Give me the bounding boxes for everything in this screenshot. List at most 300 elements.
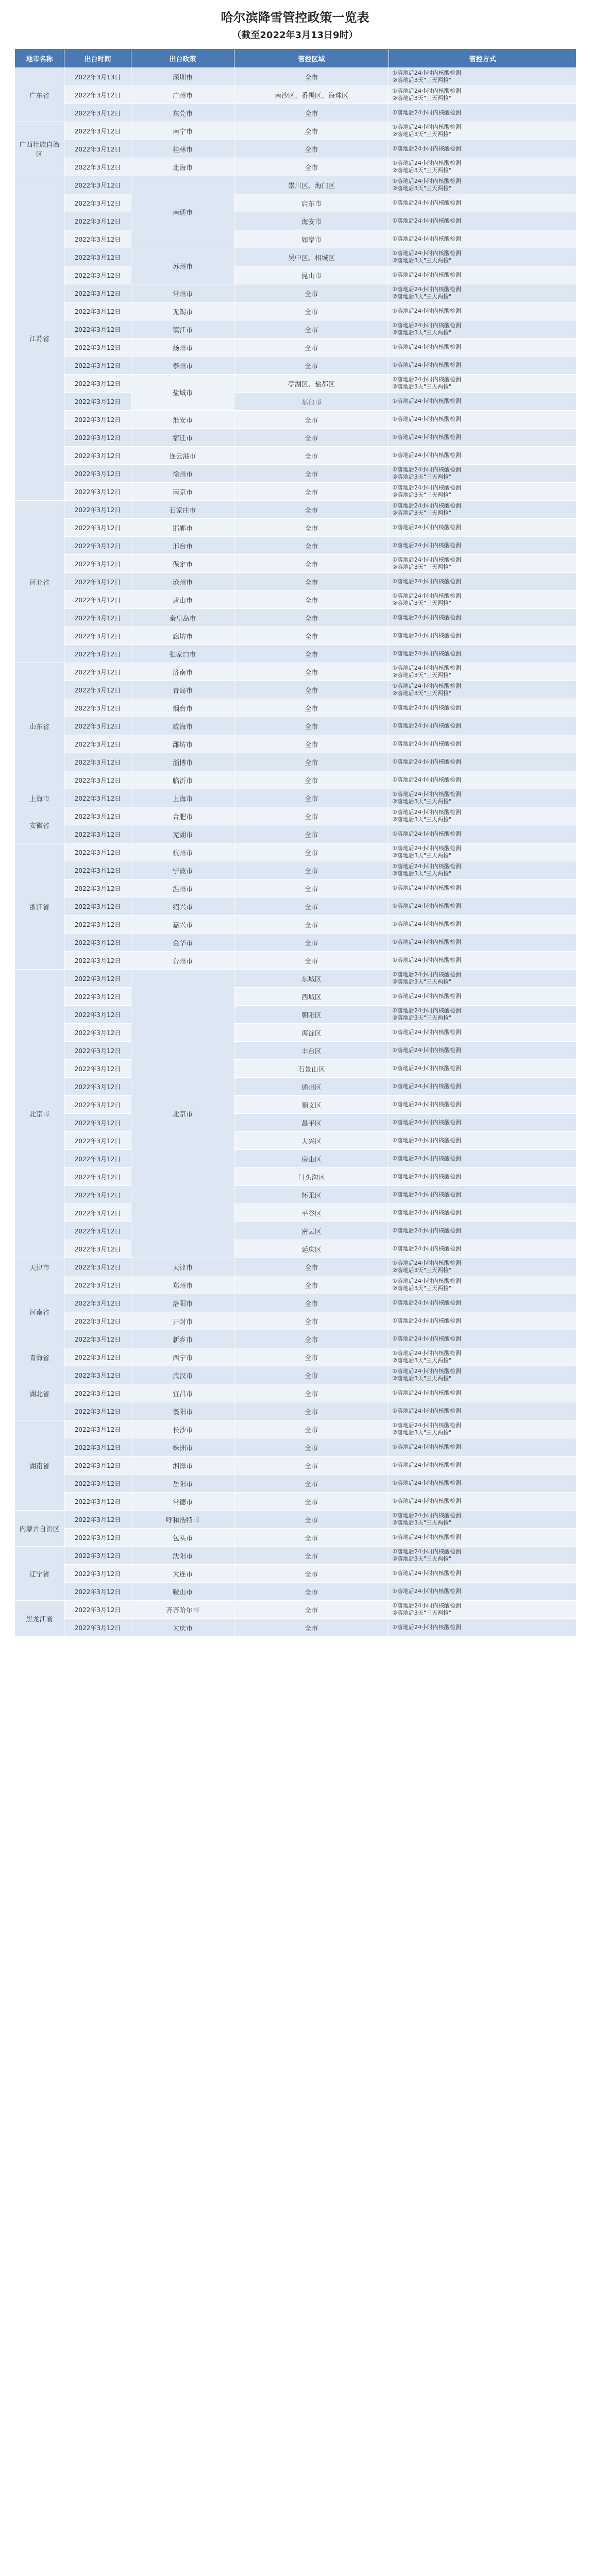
date-cell: 2022年3月12日 <box>64 284 131 302</box>
rule-cell: ①落地后24小时内核酸检测 ②落地后3天"三天两检" <box>389 663 577 681</box>
table-row <box>15 699 577 717</box>
rule-cell: ①落地后24小时内核酸检测 <box>389 1583 577 1601</box>
date-cell: 2022年3月12日 <box>64 194 131 212</box>
date-cell: 2022年3月12日 <box>64 1456 131 1475</box>
area-cell: 通州区 <box>234 1078 389 1096</box>
table-row <box>15 1024 577 1042</box>
table-row <box>15 1006 577 1024</box>
city-cell: 沧州市 <box>131 573 234 591</box>
rule-cell: ①落地后24小时内核酸检测 ②落地后3天"三天两检" <box>389 248 577 266</box>
table-row <box>15 357 577 375</box>
area-cell: 房山区 <box>234 1150 389 1168</box>
table-row <box>15 753 577 771</box>
rule-cell: ①落地后24小时内核酸检测 <box>389 771 577 789</box>
table-row <box>15 284 577 302</box>
area-cell: 全市 <box>234 1276 389 1294</box>
page-subtitle: （截至2022年3月13日9时） <box>232 30 358 41</box>
date-cell: 2022年3月12日 <box>64 176 131 194</box>
city-cell: 潍坊市 <box>131 735 234 753</box>
table-row <box>15 1438 577 1456</box>
table-row <box>15 537 577 555</box>
date-cell: 2022年3月12日 <box>64 447 131 465</box>
date-cell: 2022年3月12日 <box>64 753 131 771</box>
table-row <box>15 411 577 429</box>
rule-cell: ①落地后24小时内核酸检测 ②落地后3天"三天两检" <box>389 1366 577 1384</box>
date-cell: 2022年3月12日 <box>64 1276 131 1294</box>
rule-cell: ①落地后24小时内核酸检测 <box>389 753 577 771</box>
rule-cell: ①落地后24小时内核酸检测 <box>389 1312 577 1330</box>
city-cell: 常德市 <box>131 1493 234 1511</box>
table-row <box>15 1042 577 1060</box>
area-cell: 全市 <box>234 573 389 591</box>
rule-cell: ①落地后24小时内核酸检测 <box>389 1529 577 1547</box>
city-cell: 保定市 <box>131 555 234 573</box>
city-cell: 东莞市 <box>131 104 234 122</box>
table-row <box>15 501 577 519</box>
table-row <box>15 429 577 447</box>
area-cell: 全市 <box>234 357 389 375</box>
area-cell: 全市 <box>234 1312 389 1330</box>
table-row <box>15 68 577 86</box>
city-cell: 宜昌市 <box>131 1384 234 1402</box>
city-cell: 常州市 <box>131 284 234 302</box>
province-cell: 河北省 <box>15 501 64 663</box>
rule-cell: ①落地后24小时内核酸检测 ②落地后3天"三天两检" <box>389 970 577 988</box>
date-cell: 2022年3月12日 <box>64 1438 131 1456</box>
area-cell: 西城区 <box>234 988 389 1006</box>
table-header-row <box>15 49 577 68</box>
area-cell: 全市 <box>234 338 389 357</box>
date-cell: 2022年3月12日 <box>64 212 131 230</box>
area-cell: 全市 <box>234 158 389 176</box>
province-cell: 江苏省 <box>15 176 64 501</box>
table-row <box>15 879 577 897</box>
rule-cell: ①落地后24小时内核酸检测 <box>389 879 577 897</box>
area-cell: 延庆区 <box>234 1240 389 1258</box>
area-cell: 全市 <box>234 843 389 861</box>
city-cell: 镇江市 <box>131 320 234 338</box>
city-cell: 无锡市 <box>131 302 234 320</box>
date-cell: 2022年3月12日 <box>64 591 131 609</box>
date-cell: 2022年3月12日 <box>64 104 131 122</box>
rule-cell: ①落地后24小时内核酸检测 <box>389 537 577 555</box>
date-cell: 2022年3月12日 <box>64 897 131 916</box>
date-cell: 2022年3月12日 <box>64 411 131 429</box>
city-cell: 青岛市 <box>131 681 234 699</box>
date-cell: 2022年3月12日 <box>64 627 131 645</box>
rule-cell: ①落地后24小时内核酸检测 <box>389 447 577 465</box>
area-cell: 全市 <box>234 1330 389 1348</box>
rule-cell: ①落地后24小时内核酸检测 ②落地后3天"三天两检" <box>389 86 577 104</box>
area-cell: 全市 <box>234 501 389 519</box>
city-cell: 湘潭市 <box>131 1456 234 1475</box>
date-cell: 2022年3月12日 <box>64 1294 131 1312</box>
city-cell: 徐州市 <box>131 465 234 483</box>
area-cell: 全市 <box>234 1384 389 1402</box>
city-cell: 张家口市 <box>131 645 234 663</box>
rule-cell: ①落地后24小时内核酸检测 <box>389 645 577 663</box>
rule-cell: ①落地后24小时内核酸检测 <box>389 212 577 230</box>
rule-cell: ①落地后24小时内核酸检测 <box>389 230 577 248</box>
city-cell: 南京市 <box>131 483 234 501</box>
province-cell: 安徽省 <box>15 807 64 843</box>
rule-cell: ①落地后24小时内核酸检测 ②落地后3天"三天两检" <box>389 1511 577 1529</box>
area-cell: 全市 <box>234 1565 389 1583</box>
date-cell: 2022年3月12日 <box>64 1258 131 1276</box>
table-row <box>15 1384 577 1402</box>
area-cell: 全市 <box>234 537 389 555</box>
rule-cell: ①落地后24小时内核酸检测 <box>389 699 577 717</box>
header-province: 地市名称 <box>15 49 64 68</box>
date-cell: 2022年3月12日 <box>64 122 131 140</box>
date-cell: 2022年3月12日 <box>64 717 131 735</box>
area-cell: 全市 <box>234 1402 389 1420</box>
table-row <box>15 1475 577 1493</box>
area-cell: 全市 <box>234 1366 389 1384</box>
area-cell: 全市 <box>234 699 389 717</box>
table-row <box>15 771 577 789</box>
rule-cell: ①落地后24小时内核酸检测 ②落地后3天"三天两检" <box>389 158 577 176</box>
rule-cell: ①落地后24小时内核酸检测 <box>389 573 577 591</box>
city-cell: 南宁市 <box>131 122 234 140</box>
table-row <box>15 1150 577 1168</box>
city-cell: 广州市 <box>131 86 234 104</box>
table-row <box>15 970 577 988</box>
area-cell: 全市 <box>234 934 389 952</box>
province-cell: 湖北省 <box>15 1366 64 1420</box>
rule-cell: ①落地后24小时内核酸检测 ②落地后3天"三天两检" <box>389 1547 577 1565</box>
area-cell: 全市 <box>234 879 389 897</box>
province-cell: 湖南省 <box>15 1420 64 1511</box>
table-row <box>15 375 577 393</box>
date-cell: 2022年3月12日 <box>64 1132 131 1150</box>
city-cell: 临沂市 <box>131 771 234 789</box>
rule-cell: ①落地后24小时内核酸检测 <box>389 1096 577 1114</box>
date-cell: 2022年3月12日 <box>64 1240 131 1258</box>
date-cell: 2022年3月12日 <box>64 1493 131 1511</box>
date-cell: 2022年3月12日 <box>64 320 131 338</box>
date-cell: 2022年3月12日 <box>64 537 131 555</box>
date-cell: 2022年3月12日 <box>64 573 131 591</box>
city-cell: 绍兴市 <box>131 897 234 916</box>
city-cell: 宁波市 <box>131 861 234 879</box>
table-row <box>15 1547 577 1565</box>
rule-cell: ①落地后24小时内核酸检测 ②落地后3天"三天两检" <box>389 681 577 699</box>
city-cell: 天津市 <box>131 1258 234 1276</box>
city-cell: 襄阳市 <box>131 1402 234 1420</box>
table-row <box>15 140 577 158</box>
city-cell: 苏州市 <box>131 248 234 284</box>
area-cell: 全市 <box>234 1493 389 1511</box>
table-row <box>15 1402 577 1420</box>
province-cell: 辽宁省 <box>15 1547 64 1601</box>
table-row <box>15 952 577 970</box>
area-cell: 全市 <box>234 609 389 627</box>
date-cell: 2022年3月12日 <box>64 1204 131 1222</box>
date-cell: 2022年3月12日 <box>64 645 131 663</box>
area-cell: 海淀区 <box>234 1024 389 1042</box>
date-cell: 2022年3月12日 <box>64 338 131 357</box>
rule-cell: ①落地后24小时内核酸检测 ②落地后3天"三天两检" <box>389 1348 577 1366</box>
date-cell: 2022年3月12日 <box>64 1583 131 1601</box>
area-cell: 全市 <box>234 663 389 681</box>
rule-cell: ①落地后24小时内核酸检测 ②落地后3天"三天两检" <box>389 861 577 879</box>
date-cell: 2022年3月12日 <box>64 1078 131 1096</box>
area-cell: 全市 <box>234 1547 389 1565</box>
date-cell: 2022年3月12日 <box>64 1168 131 1186</box>
area-cell: 大兴区 <box>234 1132 389 1150</box>
date-cell: 2022年3月12日 <box>64 230 131 248</box>
area-cell: 全市 <box>234 411 389 429</box>
date-cell: 2022年3月12日 <box>64 1006 131 1024</box>
area-cell: 全市 <box>234 861 389 879</box>
rule-cell: ①落地后24小时内核酸检测 ②落地后3天"三天两检" <box>389 375 577 393</box>
area-cell: 东台市 <box>234 393 389 411</box>
area-cell: 顺义区 <box>234 1096 389 1114</box>
area-cell: 石景山区 <box>234 1060 389 1078</box>
page-title: 哈尔滨降雪管控政策一览表 <box>221 10 369 25</box>
area-cell: 吴中区、相城区 <box>234 248 389 266</box>
date-cell: 2022年3月12日 <box>64 1348 131 1366</box>
area-cell: 丰台区 <box>234 1042 389 1060</box>
table-row <box>15 320 577 338</box>
table-row <box>15 843 577 861</box>
date-cell: 2022年3月12日 <box>64 266 131 284</box>
date-cell: 2022年3月12日 <box>64 501 131 519</box>
date-cell: 2022年3月12日 <box>64 861 131 879</box>
table-row <box>15 897 577 916</box>
header-city: 出台政策 <box>131 49 234 68</box>
rule-cell: ①落地后24小时内核酸检测 ②落地后3天"三天两检" <box>389 843 577 861</box>
table-row <box>15 465 577 483</box>
table-row <box>15 1222 577 1240</box>
rule-cell: ①落地后24小时内核酸检测 <box>389 411 577 429</box>
rule-cell: ①落地后24小时内核酸检测 ②落地后3天"三天两检" <box>389 501 577 519</box>
area-cell: 崇川区、海门区 <box>234 176 389 194</box>
header-rule: 管控方式 <box>389 49 577 68</box>
table-body <box>15 68 577 1637</box>
rule-cell: ①落地后24小时内核酸检测 ②落地后3天"三天两检" <box>389 591 577 609</box>
rule-cell: ①落地后24小时内核酸检测 <box>389 988 577 1006</box>
rule-cell: ①落地后24小时内核酸检测 <box>389 1294 577 1312</box>
date-cell: 2022年3月12日 <box>64 1420 131 1438</box>
date-cell: 2022年3月12日 <box>64 375 131 393</box>
area-cell: 全市 <box>234 1258 389 1276</box>
rule-cell: ①落地后24小时内核酸检测 <box>389 735 577 753</box>
area-cell: 全市 <box>234 1294 389 1312</box>
date-cell: 2022年3月12日 <box>64 1186 131 1204</box>
table-row <box>15 266 577 284</box>
city-cell: 杭州市 <box>131 843 234 861</box>
area-cell: 全市 <box>234 952 389 970</box>
table-row <box>15 158 577 176</box>
table-row <box>15 1294 577 1312</box>
table-row <box>15 861 577 879</box>
city-cell: 桂林市 <box>131 140 234 158</box>
date-cell: 2022年3月12日 <box>64 988 131 1006</box>
date-cell: 2022年3月12日 <box>64 699 131 717</box>
date-cell: 2022年3月12日 <box>64 1619 131 1637</box>
date-cell: 2022年3月12日 <box>64 1222 131 1240</box>
city-cell: 烟台市 <box>131 699 234 717</box>
date-cell: 2022年3月12日 <box>64 302 131 320</box>
rule-cell: ①落地后24小时内核酸检测 <box>389 627 577 645</box>
city-cell: 开封市 <box>131 1312 234 1330</box>
city-cell: 深圳市 <box>131 68 234 86</box>
table-row <box>15 1240 577 1258</box>
rule-cell: ①落地后24小时内核酸检测 <box>389 717 577 735</box>
province-cell: 内蒙古自治区 <box>15 1511 64 1547</box>
date-cell: 2022年3月12日 <box>64 1511 131 1529</box>
date-cell: 2022年3月12日 <box>64 1384 131 1402</box>
table-row <box>15 1366 577 1384</box>
rule-cell: ①落地后24小时内核酸检测 ②落地后3天"三天两检" <box>389 68 577 86</box>
city-cell: 泰州市 <box>131 357 234 375</box>
rule-cell: ①落地后24小时内核酸检测 <box>389 1475 577 1493</box>
area-cell: 全市 <box>234 122 389 140</box>
rule-cell: ①落地后24小时内核酸检测 <box>389 609 577 627</box>
rule-cell: ①落地后24小时内核酸检测 <box>389 1024 577 1042</box>
table-row <box>15 302 577 320</box>
rule-cell: ①落地后24小时内核酸检测 ②落地后3天"三天两检" <box>389 1601 577 1619</box>
control-table <box>14 48 577 1637</box>
table-row <box>15 1348 577 1366</box>
table-row <box>15 230 577 248</box>
date-cell: 2022年3月12日 <box>64 86 131 104</box>
table-row <box>15 1511 577 1529</box>
table-row <box>15 1204 577 1222</box>
city-cell: 秦皇岛市 <box>131 609 234 627</box>
city-cell: 威海市 <box>131 717 234 735</box>
date-cell: 2022年3月12日 <box>64 555 131 573</box>
table-row <box>15 1060 577 1078</box>
rule-cell: ①落地后24小时内核酸检测 ②落地后3天"三天两检" <box>389 465 577 483</box>
area-cell: 全市 <box>234 429 389 447</box>
area-cell: 昆山市 <box>234 266 389 284</box>
date-cell: 2022年3月12日 <box>64 879 131 897</box>
table-row <box>15 645 577 663</box>
table-row <box>15 1258 577 1276</box>
rule-cell: ①落地后24小时内核酸检测 <box>389 1060 577 1078</box>
date-cell: 2022年3月12日 <box>64 952 131 970</box>
city-cell: 廊坊市 <box>131 627 234 645</box>
date-cell: 2022年3月12日 <box>64 1096 131 1114</box>
area-cell: 全市 <box>234 447 389 465</box>
city-cell: 呼和浩特市 <box>131 1511 234 1529</box>
table-row <box>15 934 577 952</box>
table-row <box>15 627 577 645</box>
city-cell: 郑州市 <box>131 1276 234 1294</box>
rule-cell: ①落地后24小时内核酸检测 <box>389 1330 577 1348</box>
table-row <box>15 483 577 501</box>
rule-cell: ①落地后24小时内核酸检测 <box>389 429 577 447</box>
table-row <box>15 1529 577 1547</box>
table-row <box>15 338 577 357</box>
date-cell: 2022年3月12日 <box>64 1565 131 1583</box>
city-cell: 嘉兴市 <box>131 916 234 934</box>
table-row <box>15 1330 577 1348</box>
area-cell: 全市 <box>234 1438 389 1456</box>
table-row <box>15 681 577 699</box>
rule-cell: ①落地后24小时内核酸检测 <box>389 1384 577 1402</box>
rule-cell: ①落地后24小时内核酸检测 <box>389 357 577 375</box>
date-cell: 2022年3月12日 <box>64 970 131 988</box>
rule-cell: ①落地后24小时内核酸检测 <box>389 1456 577 1475</box>
table-row <box>15 1601 577 1619</box>
rule-cell: ①落地后24小时内核酸检测 ②落地后3天"三天两检" <box>389 1276 577 1294</box>
city-cell: 北京市 <box>131 970 234 1258</box>
rule-cell: ①落地后24小时内核酸检测 <box>389 1565 577 1583</box>
area-cell: 全市 <box>234 627 389 645</box>
city-cell: 邯郸市 <box>131 519 234 537</box>
area-cell: 全市 <box>234 140 389 158</box>
area-cell: 全市 <box>234 1619 389 1637</box>
date-cell: 2022年3月12日 <box>64 735 131 753</box>
date-cell: 2022年3月13日 <box>64 68 131 86</box>
rule-cell: ①落地后24小时内核酸检测 <box>389 1402 577 1420</box>
area-cell: 全市 <box>234 465 389 483</box>
area-cell: 全市 <box>234 1601 389 1619</box>
area-cell: 全市 <box>234 1511 389 1529</box>
city-cell: 岳阳市 <box>131 1475 234 1493</box>
rule-cell: ①落地后24小时内核酸检测 ②落地后3天"三天两检" <box>389 483 577 501</box>
city-cell: 济南市 <box>131 663 234 681</box>
area-cell: 全市 <box>234 1348 389 1366</box>
rule-cell: ①落地后24小时内核酸检测 <box>389 1168 577 1186</box>
table-row <box>15 1565 577 1583</box>
table-row <box>15 1619 577 1637</box>
date-cell: 2022年3月12日 <box>64 609 131 627</box>
area-cell: 全市 <box>234 320 389 338</box>
date-cell: 2022年3月12日 <box>64 1312 131 1330</box>
date-cell: 2022年3月12日 <box>64 519 131 537</box>
area-cell: 全市 <box>234 916 389 934</box>
city-cell: 上海市 <box>131 789 234 807</box>
table-row <box>15 1312 577 1330</box>
city-cell: 齐齐哈尔市 <box>131 1601 234 1619</box>
date-cell: 2022年3月12日 <box>64 140 131 158</box>
rule-cell: ①落地后24小时内核酸检测 <box>389 1493 577 1511</box>
city-cell: 鞍山市 <box>131 1583 234 1601</box>
rule-cell: ①落地后24小时内核酸检测 ②落地后3天"三天两检" <box>389 284 577 302</box>
table-row <box>15 447 577 465</box>
date-cell: 2022年3月12日 <box>64 843 131 861</box>
area-cell: 全市 <box>234 302 389 320</box>
area-cell: 全市 <box>234 483 389 501</box>
province-cell: 北京市 <box>15 970 64 1258</box>
date-cell: 2022年3月12日 <box>64 429 131 447</box>
rule-cell: ①落地后24小时内核酸检测 <box>389 1078 577 1096</box>
rule-cell: ①落地后24小时内核酸检测 <box>389 140 577 158</box>
rule-cell: ①落地后24小时内核酸检测 <box>389 916 577 934</box>
date-cell: 2022年3月12日 <box>64 1042 131 1060</box>
area-cell: 全市 <box>234 825 389 843</box>
rule-cell: ①落地后24小时内核酸检测 <box>389 1186 577 1204</box>
area-cell: 海安市 <box>234 212 389 230</box>
city-cell: 沈阳市 <box>131 1547 234 1565</box>
area-cell: 南沙区、番禺区、海珠区 <box>234 86 389 104</box>
header-date: 出台时间 <box>64 49 131 68</box>
city-cell: 扬州市 <box>131 338 234 357</box>
city-cell: 金华市 <box>131 934 234 952</box>
area-cell: 全市 <box>234 1456 389 1475</box>
city-cell: 芜湖市 <box>131 825 234 843</box>
rule-cell: ①落地后24小时内核酸检测 <box>389 934 577 952</box>
table-row <box>15 1276 577 1294</box>
date-cell: 2022年3月12日 <box>64 934 131 952</box>
area-cell: 平谷区 <box>234 1204 389 1222</box>
rule-cell: ①落地后24小时内核酸检测 ②落地后3天"三天两检" <box>389 1258 577 1276</box>
